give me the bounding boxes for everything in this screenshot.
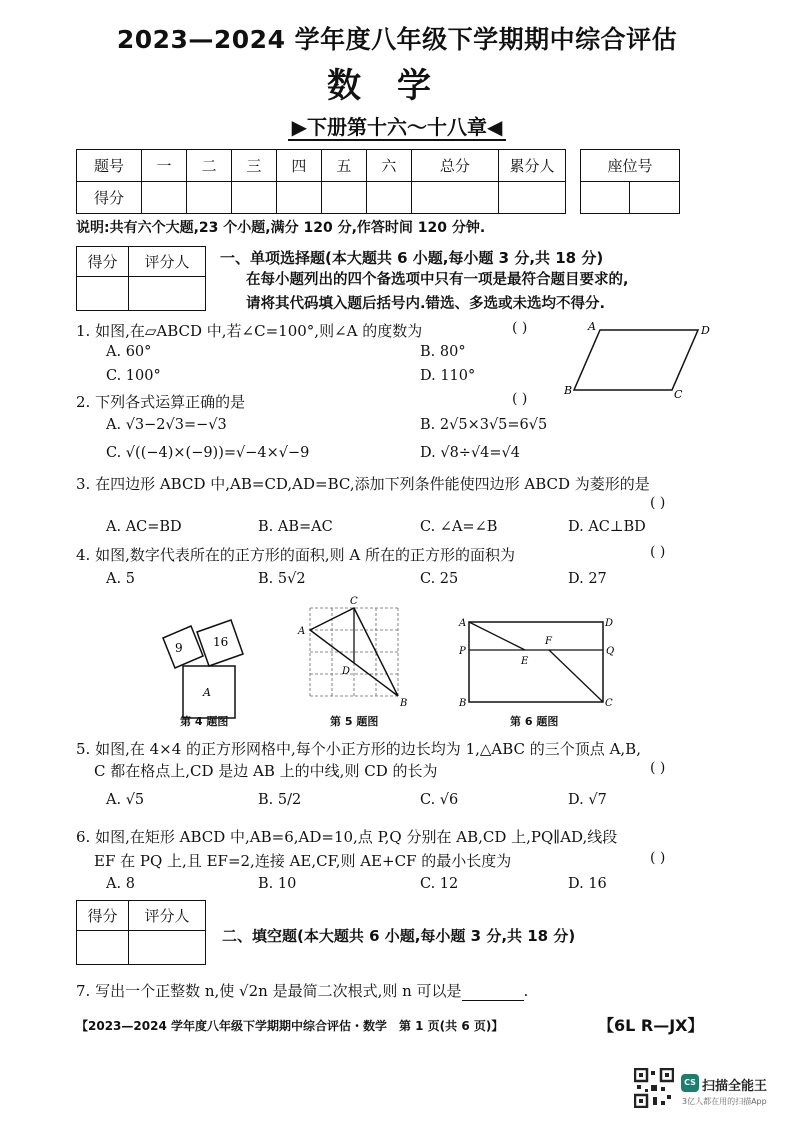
point-label: Q: [606, 646, 615, 657]
rectangle-abcd: [469, 622, 603, 702]
score-cell[interactable]: [411, 182, 498, 214]
option-a: A. √3−2√3=−√3: [106, 417, 227, 433]
seat-label: 座位号: [581, 150, 680, 182]
question-5-stem-2: C 都在格点上,CD 是边 AB 上的中线,则 CD 的长为: [94, 762, 438, 780]
vertex-label: D: [605, 618, 614, 629]
question-2-stem: 2. 下列各式运算正确的是: [76, 393, 246, 411]
question-3-stem: 3. 在四边形 ABCD 中,AB=CD,AD=BC,添加下列条件能使四边形 ABCD 为菱形的是: [76, 475, 650, 493]
option-c: C. ∠A=∠B: [420, 519, 498, 535]
vertex-label: C: [605, 698, 613, 709]
answer-paren[interactable]: ( ): [650, 850, 666, 866]
question-6-stem-1: 6. 如图,在矩形 ABCD 中,AB=6,AD=10,点 P,Q 分别在 AB,CD 上,PQ∥AD,线段: [76, 828, 618, 846]
question-7-stem: 7. 写出一个正整数 n,使 √2n 是最简二次根式,则 n 可以是: [76, 982, 462, 1000]
grade-cell[interactable]: [77, 277, 129, 311]
section1-grade-box: [76, 246, 206, 311]
option-a: A. 8: [106, 876, 135, 892]
answer-paren[interactable]: ( ): [650, 760, 666, 776]
question-4-stem: 4. 如图,数字代表所在的正方形的面积,则 A 所在的正方形的面积为: [76, 546, 515, 564]
grader-cell[interactable]: [128, 277, 205, 311]
option-b: B. 5/2: [258, 792, 302, 808]
option-d: D. AC⊥BD: [568, 519, 646, 535]
option-c: C. √((−4)×(−9))=√−4×√−9: [106, 445, 310, 461]
grade-label: 得分: [77, 901, 129, 931]
score-cell[interactable]: [276, 182, 321, 214]
question-6-stem-2: EF 在 PQ 上,且 EF=2,连接 AE,CF,则 AE+CF 的最小长度为: [94, 852, 512, 870]
option-c: C. 25: [420, 571, 459, 587]
parallelogram-figure: [560, 318, 710, 398]
parallelogram-shape: [574, 330, 698, 390]
figure-4-caption: 第 4 题图: [180, 715, 229, 728]
section1-instruction-1: 在每小题列出的四个备选项中只有一项是最符合题目要求的,: [246, 272, 629, 288]
score-cell[interactable]: [142, 182, 187, 214]
score-cell[interactable]: [366, 182, 411, 214]
score-header-cell: 二: [186, 150, 231, 182]
option-d: D. √8÷√4=√4: [420, 445, 521, 461]
answer-blank[interactable]: [462, 982, 524, 1001]
vertex-label: A: [298, 626, 306, 637]
grader-label: 评分人: [128, 901, 205, 931]
option-b: B. 10: [258, 876, 297, 892]
option-c: C. 12: [420, 876, 459, 892]
point-label: E: [521, 656, 529, 667]
option-d: D. 110°: [420, 368, 476, 384]
option-a: A. 5: [106, 571, 135, 587]
chapter-label: ▶下册第十六～十八章◀: [288, 115, 507, 141]
option-a: A. AC=BD: [106, 519, 182, 535]
vertex-label: D: [701, 324, 710, 337]
answer-paren[interactable]: ( ): [512, 391, 528, 407]
score-cell[interactable]: [186, 182, 231, 214]
section2-grade-box: [76, 900, 206, 965]
section1-instruction-2: 请将其代码填入题后括号内.错选、多选或未选均不得分.: [246, 296, 606, 312]
answer-paren[interactable]: ( ): [512, 320, 528, 336]
option-d: D. 16: [568, 876, 607, 892]
segment-cf: [549, 650, 603, 702]
subject-title: 数学: [327, 66, 467, 106]
score-table: [76, 149, 566, 214]
question-7-end: .: [523, 982, 529, 1000]
option-c: C. √6: [420, 792, 459, 808]
score-header-cell: 总分: [411, 150, 498, 182]
score-header-cell: 三: [231, 150, 276, 182]
option-b: B. 80°: [420, 344, 466, 360]
score-header-cell: 五: [321, 150, 366, 182]
section1-title: 一、单项选择题(本大题共 6 小题,每小题 3 分,共 18 分): [220, 249, 604, 267]
option-b: B. AB=AC: [258, 519, 333, 535]
score-row-label: 得分: [77, 182, 142, 214]
grid-figure: [292, 594, 412, 712]
exam-title: 2023—2024 学年度八年级下学期期中综合评估: [116, 25, 678, 54]
option-d: D. 27: [568, 571, 607, 587]
option-b: B. 5√2: [258, 571, 306, 587]
vertex-label: C: [674, 388, 683, 398]
vertex-label: A: [459, 618, 467, 629]
score-header-cell: 四: [276, 150, 321, 182]
scanner-tagline: 3亿人都在用的扫描App: [682, 1097, 767, 1106]
option-a: A. 60°: [106, 344, 152, 360]
score-cell[interactable]: [499, 182, 566, 214]
score-header-cell: 累分人: [499, 150, 566, 182]
grader-label: 评分人: [128, 247, 205, 277]
qr-code-icon: [634, 1068, 674, 1108]
section2-title: 二、填空题(本大题共 6 小题,每小题 3 分,共 18 分): [222, 927, 576, 945]
vertex-label: B: [459, 698, 467, 709]
vertex-label: C: [350, 596, 358, 607]
vertex-label: D: [342, 666, 351, 677]
seat-table: [580, 149, 680, 214]
exam-note: 说明:共有六个大题,23 个小题,满分 120 分,作答时间 120 分钟.: [76, 220, 486, 236]
seat-cell[interactable]: [630, 182, 680, 214]
vertex-label: A: [588, 320, 596, 333]
exam-code: 【6L R—JX】: [598, 1016, 704, 1035]
figure-5-caption: 第 5 题图: [330, 715, 379, 728]
question-5-stem-1: 5. 如图,在 4×4 的正方形网格中,每个小正方形的边长均为 1,△ABC 的三个顶点 A,B,: [76, 740, 641, 758]
option-b: B. 2√5×3√5=6√5: [420, 417, 548, 433]
question-7: [76, 980, 528, 1001]
squares-figure: [155, 618, 255, 728]
question-1-stem: 1. 如图,在▱ABCD 中,若∠C=100°,则∠A 的度数为: [76, 322, 423, 340]
option-d: D. √7: [568, 792, 607, 808]
camscanner-logo-icon: CS: [681, 1074, 699, 1092]
option-a: A. √5: [106, 792, 145, 808]
score-header-cell: 一: [142, 150, 187, 182]
score-header-cell: 六: [366, 150, 411, 182]
seat-cell[interactable]: [581, 182, 630, 214]
point-label: P: [459, 646, 466, 657]
score-header-cell: 题号: [77, 150, 142, 182]
rectangle-figure: [455, 612, 625, 712]
grader-cell[interactable]: [128, 931, 205, 965]
scanner-brand: 扫描全能王: [702, 1079, 768, 1094]
score-cell[interactable]: [231, 182, 276, 214]
vertex-label: B: [400, 698, 408, 709]
point-label: F: [545, 636, 552, 647]
chapter-range: [0, 111, 794, 140]
option-c: C. 100°: [106, 368, 161, 384]
grade-label: 得分: [77, 247, 129, 277]
segment-ae: [469, 622, 525, 650]
answer-paren[interactable]: ( ): [650, 495, 666, 511]
page-footer: 【2023—2024 学年度八年级下学期期中综合评估・数学 第 1 页(共 6 页)】: [76, 1019, 504, 1033]
grade-cell[interactable]: [77, 931, 129, 965]
area-label: 16: [213, 635, 229, 649]
grid-lines: [310, 608, 400, 696]
answer-paren[interactable]: ( ): [650, 544, 666, 560]
score-cell[interactable]: [321, 182, 366, 214]
square-label: A: [203, 686, 211, 699]
area-label: 9: [175, 641, 183, 655]
vertex-label: B: [564, 384, 573, 397]
figure-6-caption: 第 6 题图: [510, 715, 559, 728]
